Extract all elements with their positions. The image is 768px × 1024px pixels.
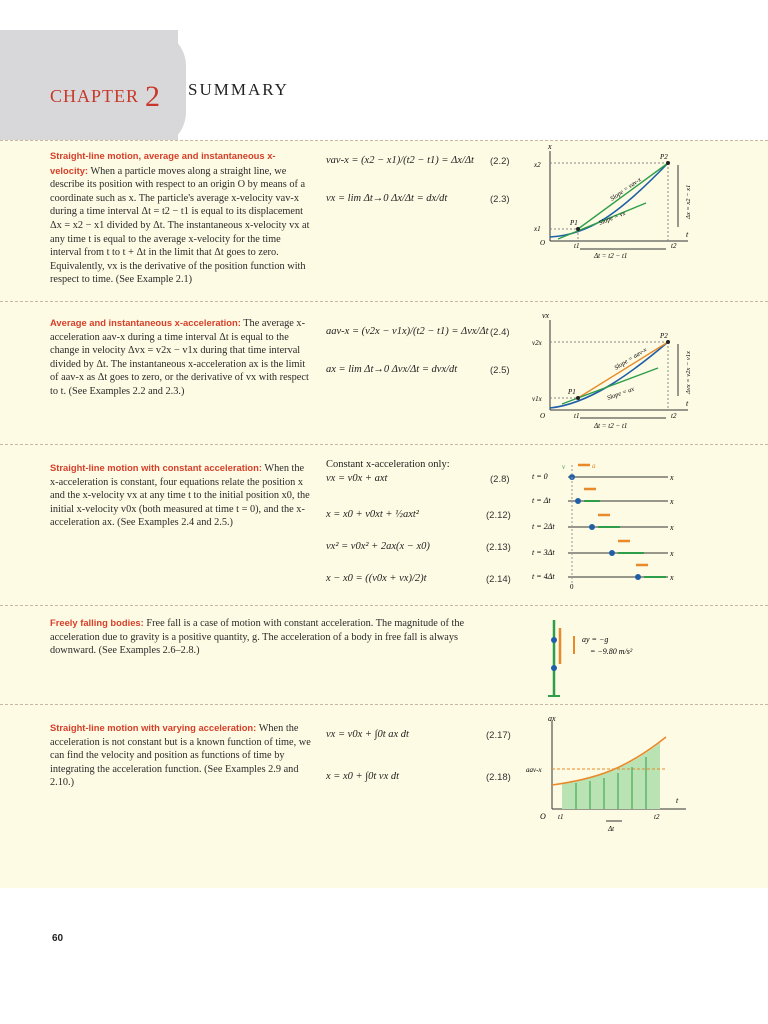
time-label: t = 4Δt: [532, 572, 555, 581]
chapter-label: [50, 76, 162, 113]
section-description: [50, 721, 312, 790]
fig-label: t1: [574, 412, 580, 420]
section-description: [50, 616, 500, 658]
summary-section-velocity: [0, 140, 768, 301]
fig-label: t2: [671, 242, 677, 250]
motion-diagram: [528, 459, 678, 595]
equation-number: (2.4): [490, 327, 510, 338]
y-axis-label: ax: [548, 717, 556, 723]
velocity-label: v: [562, 463, 566, 471]
equation: x − x0 = ((v0x + vx)/2)t: [326, 573, 427, 584]
fig-label: Slope = ax: [606, 385, 636, 402]
fig-label: Slope = vx: [598, 209, 627, 227]
equation-number: (2.5): [490, 365, 510, 376]
axis-label: x: [670, 473, 674, 482]
fig-label: O: [540, 412, 546, 420]
motion-row: [532, 565, 674, 591]
equation-number: (2.17): [486, 730, 511, 741]
equation: vav-x = (x2 − x1)/(t2 − t1) = Δx/Δt: [326, 155, 474, 166]
fig-label: t1: [574, 242, 580, 250]
time-label: t = 0: [532, 472, 548, 481]
equation-number: (2.18): [486, 772, 511, 783]
summary-section-constant-acceleration: [0, 444, 768, 605]
motion-row: [532, 489, 674, 506]
summary-section-acceleration: [0, 301, 768, 444]
fig-label: O: [540, 812, 546, 821]
equations-intro: Constant x-acceleration only:: [326, 459, 450, 470]
section-description: [50, 316, 312, 399]
position-time-graph: [528, 145, 696, 265]
equation-number: (2.14): [486, 574, 511, 585]
motion-row: [532, 541, 674, 558]
fig-label: Δt = t2 − t1: [594, 252, 628, 260]
motion-row: [532, 515, 674, 532]
fig-label: x2: [534, 161, 541, 169]
free-fall-diagram: [540, 614, 680, 700]
section-text: When the x-acceleration is constant, four equations relate the position x and the x-velocity vx at any time t to the initial position x0, the initial x-velocity v0x (both measured at time t = 0), and the x-acceleration ax. (See Examples 2.4 and 2.5.): [50, 463, 310, 529]
y-axis-label: x: [548, 145, 552, 151]
time-label: t = 2Δt: [532, 522, 555, 531]
fig-label: Δx = x2 − x1: [685, 184, 692, 219]
axis-label: x: [670, 497, 674, 506]
fig-label: P1: [568, 388, 576, 396]
section-lead: Straight-line motion with varying acceleration:: [50, 722, 257, 733]
equation-number: (2.12): [486, 510, 511, 521]
y-axis-label: vx: [542, 314, 550, 320]
fig-label: P1: [570, 219, 578, 227]
fig-label: v1x: [532, 395, 542, 403]
fig-label: Slope = vav-x: [609, 176, 643, 203]
summary-section-free-fall: [0, 605, 768, 704]
axis-label: x: [670, 523, 674, 532]
time-label: t = Δt: [532, 496, 551, 505]
equation: x = x0 + v0xt + ½axt²: [326, 509, 419, 520]
velocity-time-graph: [528, 314, 696, 434]
equation: aav-x = (v2x − v1x)/(t2 − t1) = Δvx/Δt: [326, 326, 489, 337]
page-title: SUMMARY: [188, 80, 289, 99]
chapter-number: 2: [145, 80, 162, 113]
equation: x = x0 + ∫0t vx dt: [326, 771, 400, 782]
axis-label: x: [670, 549, 674, 558]
motion-row: [532, 465, 674, 482]
section-text: When the acceleration is not constant but is a known function of time, we can find the velocity and position as functions of time by integrating the acceleration function. (See Examples 2.9 and 2.10.): [50, 723, 311, 789]
section-lead: Straight-line motion with constant acceleration:: [50, 462, 262, 473]
summary-section-varying-acceleration: [0, 704, 768, 889]
fig-label: O: [540, 239, 546, 247]
equation: vx = lim Δt→0 Δx/Δt = dx/dt: [326, 193, 448, 204]
equation-number: (2.3): [490, 194, 510, 205]
fig-label: t1: [558, 813, 564, 821]
fig-label: Δvx = v2x − v1x: [685, 351, 692, 394]
acceleration-time-graph: [526, 717, 696, 839]
fig-label: Δt = t2 − t1: [594, 422, 628, 430]
section-text: Free fall is a case of motion with constant acceleration. The magnitude of the acceleration due to gravity is a positive quantity, g. The acceleration of a body in free fall is always downward. (See Examples 2.6–2.8.): [50, 618, 465, 657]
chapter-word: CHAPTER: [50, 86, 140, 106]
section-lead: Average and instantaneous x-acceleration:: [50, 317, 241, 328]
free-fall-equation: ay = −g: [582, 635, 609, 644]
time-label: t = 3Δt: [532, 548, 555, 557]
section-text: When a particle moves along a straight line, we describe its position with respect to an origin O by means of a coordinate such as x. The particle's average x-velocity vav-x during a time interval Δt = t2 − t1 is equal to its displacement Δx = x2 − x1 divided by Δt. The instantaneous x-velocity vx at any time t is equal to the average x-velocity for the time interval from t to t + Δt in the limit that Δt goes to zero. Equivalently, vx is the derivative of the position function with respect to time. (See Example 2.1): [50, 165, 310, 286]
fig-label: Slope = aav-x: [613, 346, 649, 372]
fig-label: aav-x: [526, 766, 542, 774]
equation-number: (2.8): [490, 474, 510, 485]
section-lead: Freely falling bodies:: [50, 617, 144, 628]
fig-label: Δt: [608, 825, 615, 833]
x-axis-label: t: [686, 399, 689, 408]
x-axis-label: t: [676, 796, 679, 805]
section-description: [50, 461, 312, 530]
fig-label: v2x: [532, 339, 542, 347]
equation: ax = lim Δt→0 Δvx/Δt = dvx/dt: [326, 364, 458, 375]
fig-label: P2: [660, 332, 668, 340]
equation-number: (2.2): [490, 156, 510, 167]
equation: vx = v0x + axt: [326, 473, 388, 484]
x-axis-label: t: [686, 230, 689, 239]
origin-label: 0: [570, 583, 574, 591]
axis-label: x: [670, 573, 674, 582]
page-number: 60: [52, 933, 64, 944]
fig-label: t2: [671, 412, 677, 420]
fig-label: t2: [654, 813, 660, 821]
fig-label: x1: [534, 225, 541, 233]
free-fall-value: = −9.80 m/s²: [590, 647, 633, 656]
fig-label: P2: [660, 153, 668, 161]
section-description: [50, 149, 312, 287]
equation: vx = v0x + ∫0t ax dt: [326, 729, 409, 740]
equation: vx² = v0x² + 2ax(x − x0): [326, 541, 430, 552]
section-lead: Straight-line motion, average and instantaneous x-velocity:: [50, 150, 276, 176]
acceleration-label: a: [592, 462, 596, 470]
section-text: The average x-acceleration aav-x during a time interval Δt is equal to the change in velocity Δvx = v2x − v1x during that time interval divided by Δt. The instantaneous x-acceleration ax is the limit of aav-x as Δt goes to zero, or the derivative of vx with respect to t. (See Examples 2.2 and 2.3.): [50, 318, 309, 397]
equation-number: (2.13): [486, 542, 511, 553]
